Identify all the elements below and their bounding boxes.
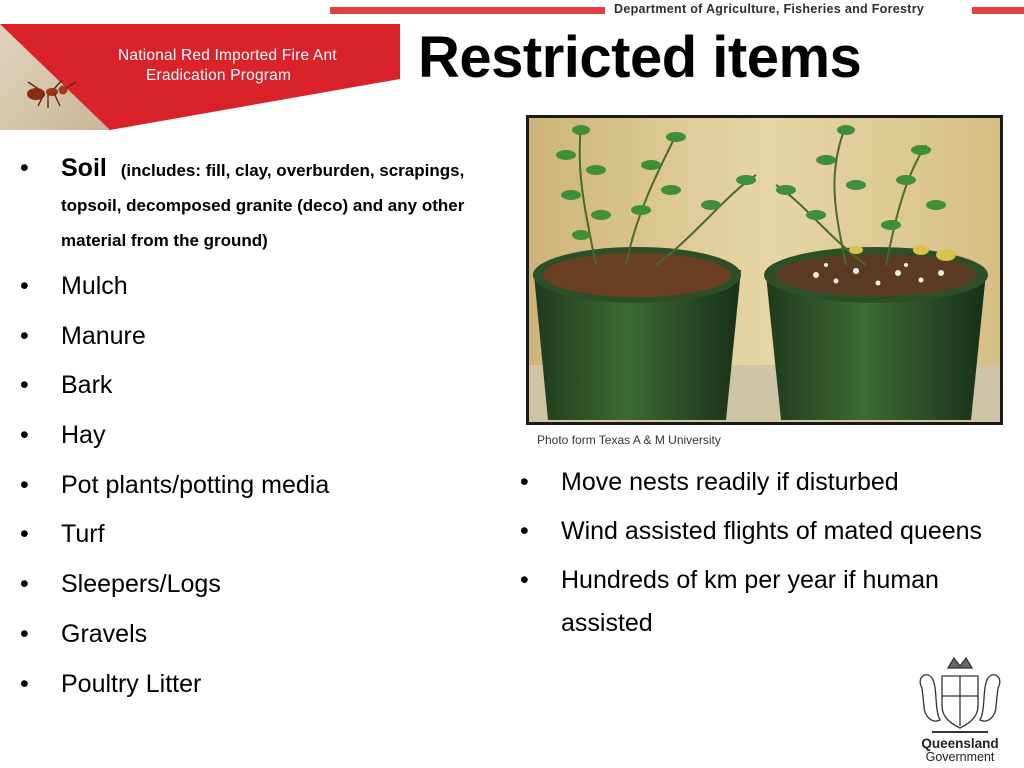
photo-caption: Photo form Texas A & M University bbox=[537, 433, 721, 447]
soil-label: Soil bbox=[61, 154, 107, 182]
list-item: • Pot plants/potting media bbox=[20, 470, 510, 500]
list-item: • Turf bbox=[20, 519, 510, 549]
department-name: Department of Agriculture, Fisheries and Forestry bbox=[614, 2, 925, 16]
header-accent-bar-right bbox=[972, 7, 1024, 14]
soil-detail: (includes: fill, clay, overburden, scrapings, topsoil, decomposed granite (deco) and any other material from the ground) bbox=[61, 161, 465, 250]
list-item: • Poultry Litter bbox=[20, 669, 510, 699]
program-name bbox=[118, 46, 337, 86]
restricted-items-list bbox=[20, 152, 510, 718]
list-item: • Hundreds of km per year if human assisted bbox=[520, 559, 1010, 645]
page-title: Restricted items bbox=[418, 25, 862, 90]
logo-line1: Queensland bbox=[921, 736, 999, 751]
list-item: • Gravels bbox=[20, 619, 510, 649]
program-name-line1: National Red Imported Fire Ant bbox=[118, 47, 337, 64]
list-item: • Hay bbox=[20, 420, 510, 450]
queensland-coat-of-arms bbox=[920, 658, 1000, 732]
list-item: • Wind assisted flights of mated queens bbox=[520, 510, 1010, 553]
program-name-line2: Eradication Program bbox=[146, 67, 292, 84]
list-item: • Move nests readily if disturbed bbox=[520, 461, 1010, 504]
fire-ant-spread-list bbox=[520, 461, 1010, 651]
logo-line2: Government bbox=[925, 750, 995, 763]
list-item: • Manure bbox=[20, 321, 510, 351]
potted-plants-photo bbox=[526, 115, 1003, 425]
list-item: • Sleepers/Logs bbox=[20, 569, 510, 599]
list-item-soil bbox=[20, 152, 510, 257]
list-item: • Bark bbox=[20, 370, 510, 400]
header-accent-bar-left bbox=[330, 7, 605, 14]
list-item: • Mulch bbox=[20, 271, 510, 301]
queensland-government-logo bbox=[912, 648, 1008, 763]
